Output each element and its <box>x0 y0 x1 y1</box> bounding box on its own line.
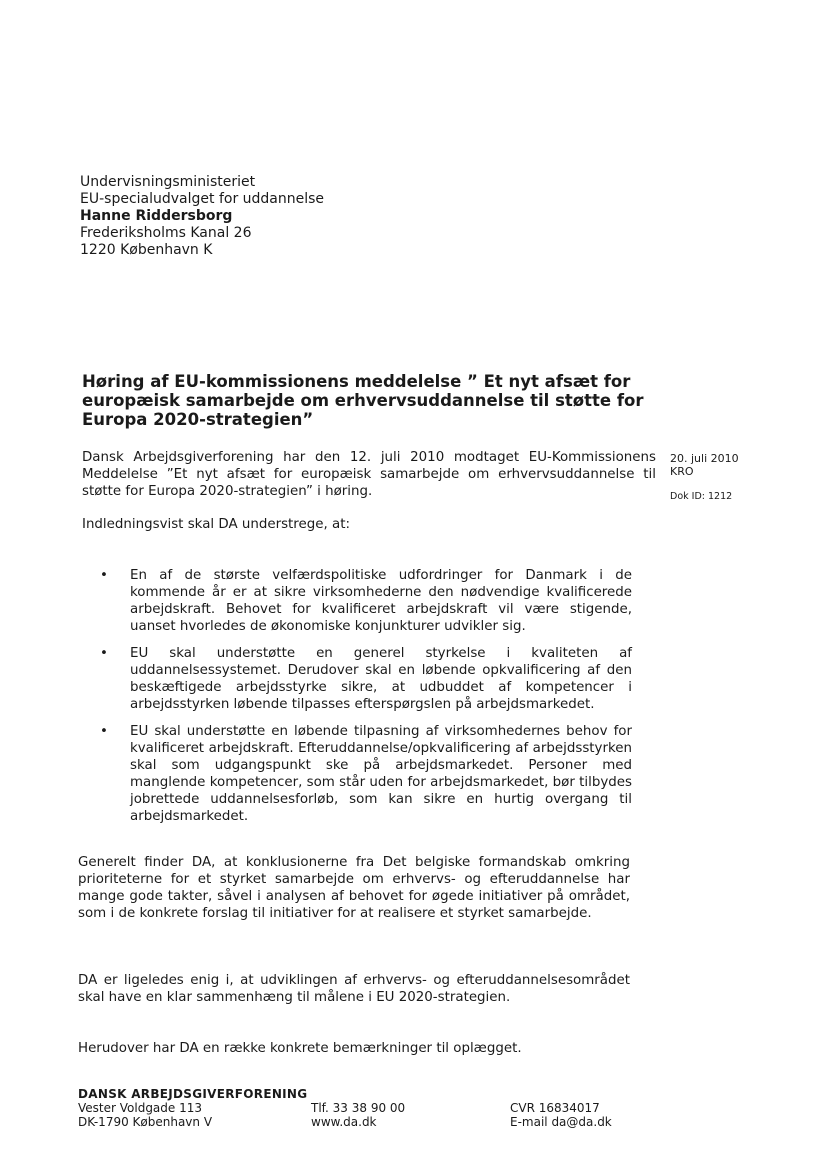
recipient-address <box>80 174 324 259</box>
list-item <box>100 645 632 713</box>
lead-paragraph: Indledningsvist skal DA understrege, at: <box>82 517 350 532</box>
remarks-paragraph: Herudover har DA en række konkrete bemærkninger til oplægget. <box>78 1041 522 1056</box>
recipient-line2: EU-specialudvalget for uddannelse <box>80 191 325 207</box>
bullet-text: En af de største velfærdspolitiske udfordringer for Danmark i de kommende år er at sikre virksomhederne den nødvendige kvalificerede arbejdskraft. Behovet for kvalificeret arbejdskraft vil være stigende, uanset hvorledes de økonomiske konjunkturer udvikler sig. <box>130 568 632 634</box>
bullet-text: EU skal understøtte en løbende tilpasning af virksomhedernes behov for kvalificeret arbejdskraft. Efteruddannelse/opkvalificering af arbejdsstyrken skal som udgangspunkt ske på arbejdsmarkedet. Personer med manglende kompetencer, som står uden for arbejdsmarkedet, bør tilbydes jobrettede uddannelsesforløb, som kan sikre en hurtig overgang til arbejdsmarkedet. <box>130 724 632 824</box>
footer-city: DK-1790 København V <box>78 1115 213 1129</box>
bullet-text: EU skal understøtte en generel styrkelse i kvaliteten af uddannelsessystemet. Derudover skal en løbende opkvalificering af den beskæftigede arbejdsstyrke sikre, at udbuddet af kompetencer i arbejdsstyrken løbende tilpasses efterspørgslen på arbejdsmarkedet. <box>130 646 632 712</box>
footer-email: E-mail da@da.dk <box>510 1115 612 1129</box>
bullet-list <box>100 567 632 835</box>
footer-organization: DANSK ARBEJDSGIVERFORENING <box>78 1087 308 1101</box>
footer-registration <box>510 1101 612 1129</box>
footer-street: Vester Voldgade 113 <box>78 1101 203 1115</box>
list-item <box>100 723 632 825</box>
recipient-city: 1220 København K <box>80 242 213 258</box>
bullet-icon: • <box>100 568 108 583</box>
letterhead-footer <box>78 1087 698 1129</box>
footer-cvr: CVR 16834017 <box>510 1101 600 1115</box>
letter-date: 20. juli 2010 <box>670 452 739 465</box>
intro-paragraph: Dansk Arbejdsgiverforening har den 12. juli 2010 modtaget EU-Kommissionens Meddelelse ”Et nyt afsæt for europæisk samarbejde om erhvervsuddannelse til støtte for Europa 2020-strategien” i høring. <box>82 450 656 499</box>
document-id: Dok ID: 1212 <box>670 491 733 502</box>
agree-paragraph: DA er ligeledes enig i, at udviklingen af erhvervs- og efteruddannelsesområdet skal have en klar sammenhæng til målene i EU 2020-strategien. <box>78 973 630 1005</box>
recipient-street: Frederiksholms Kanal 26 <box>80 225 252 241</box>
footer-phone: Tlf. 33 38 90 00 <box>311 1101 406 1115</box>
letter-title: Høring af EU-kommissionens meddelelse ” Et nyt afsæt for europæisk samarbejde om erhvervsuddannelse til støtte for Europa 2020-strategien” <box>82 372 644 429</box>
footer-contact <box>311 1101 405 1129</box>
recipient-line1: Undervisningsministeriet <box>80 174 256 190</box>
recipient-name: Hanne Riddersborg <box>80 208 233 224</box>
list-item <box>100 567 632 635</box>
letter-initials: KRO <box>670 465 694 478</box>
footer-website: www.da.dk <box>311 1115 377 1129</box>
footer-address <box>78 1101 212 1129</box>
general-paragraph: Generelt finder DA, at konklusionerne fra Det belgiske formandskab omkring prioriteterne for et styrket samarbejde om erhvervs- og efteruddannelse har mange gode takter, såvel i analysen af behovet for øgede initiativer på området, som i de konkrete forslag til initiativer for at realisere et styrket samarbejde. <box>78 855 630 921</box>
bullet-icon: • <box>100 646 108 661</box>
bullet-icon: • <box>100 724 108 739</box>
